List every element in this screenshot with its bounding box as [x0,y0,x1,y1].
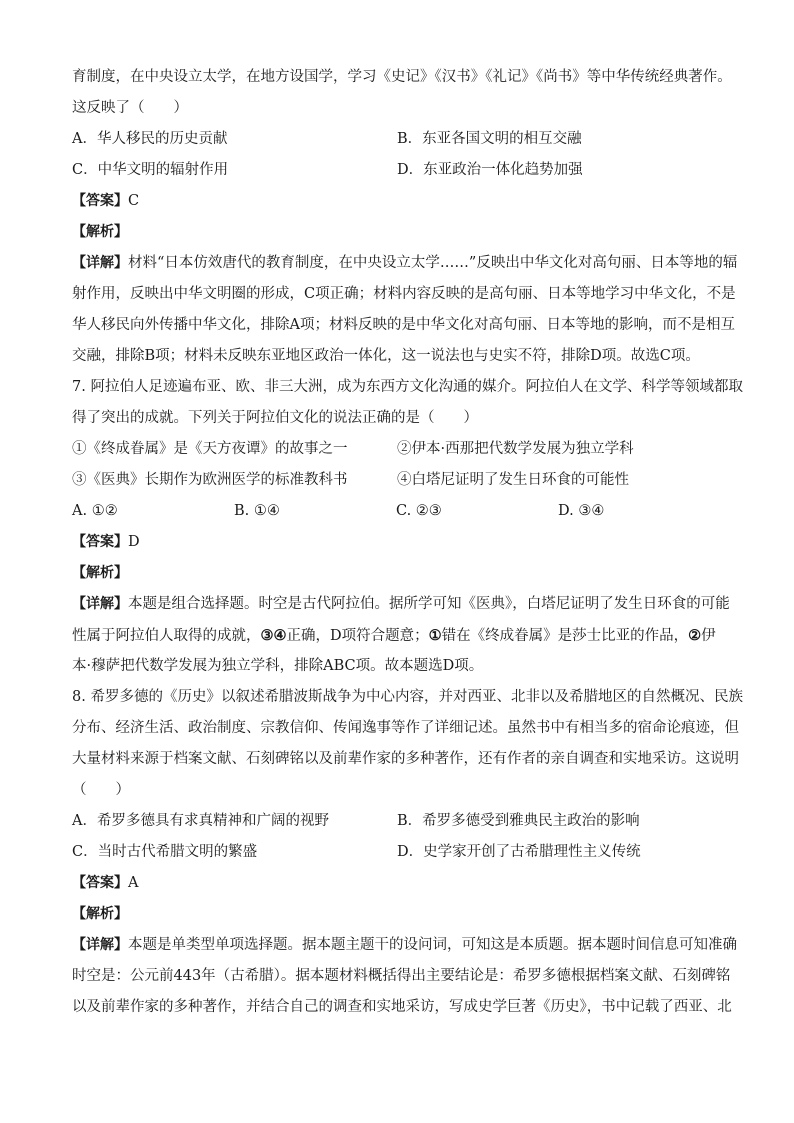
q6-stem-line-2: 这反映了（ ） [72,100,188,116]
q8-detail-line-2: 时空是：公元前443年（古希腊）。据本题材料概括得出主要结论是：希罗多德根据档案文献、石刻碑铭 [72,968,731,984]
q6-options-row-2 [72,155,722,186]
q7-detail-text-2e: 错在《终成眷属》是莎士比亚的作品， [441,628,689,644]
q6-answer [72,186,722,217]
q6-answer-value: C [128,193,140,209]
q7-analysis [72,558,722,589]
q7-statements-row-2 [72,465,722,496]
q7-option-a: A. ①② [72,503,118,519]
q7-statement-4: ④白塔尼证明了发生日环食的可能性 [397,472,629,488]
q7-detail-text-2c: 正确，D项符合题意； [286,628,429,644]
q7-detail-text-1: 本题是组合选择题。时空是古代阿拉伯。据所学可知《医典》，白塔尼证明了发生日环食的可能 [128,596,730,612]
q8-stem-line-4: （ ） [72,782,130,798]
q6-detail-text-1: 材料“日本仿效唐代的教育制度，在中央设立太学……”反映出中华文化对高句丽、日本等地的辐 [128,255,738,271]
q7-statement-1: ①《终成眷属》是《天方夜谭》的故事之一 [72,441,348,457]
q8-option-c: C．当时古代希腊文明的繁盛 [72,844,258,860]
q6-option-b: B．东亚各国文明的相互交融 [397,131,582,147]
q6-answer-label: 【 答案 】 [72,193,128,209]
q8-analysis-label: 【 解析 】 [72,906,128,922]
document-page [72,62,743,1023]
q7-detail-mark-1: ① [428,627,442,644]
q6-detail-line-3: 华人移民向外传播中华文化，排除A项；材料反映的是中华文化对高句丽、日本等地的影响，而不是相互 [72,317,735,333]
q8-stem-line-3: 大量材料来源于档案文献、石刻碑铭以及前辈作家的多种著作，还有作者的亲自调查和实地采访。这说明 [72,751,739,767]
q7-stem-line-2: 得了突出的成就。下列关于阿拉伯文化的说法正确的是（ ） [72,410,478,426]
q6-option-c: C．中华文明的辐射作用 [72,162,229,178]
q8-detail-text-1: 本题是单类型单项选择题。据本题主题干的设问词，可知这是本质题。据本题时间信息可知准确 [128,937,737,953]
q6-detail-label: 【 详解 】 [72,255,128,271]
q8-answer-value: A [128,875,139,891]
q7-answer-value: D [128,534,140,550]
q8-detail-line-3: 以及前辈作家的多种著作，并结合自己的调查和实地采访，写成史学巨著《历史》，书中记载了西亚、北 [72,999,732,1015]
q6-analysis [72,217,722,248]
q7-statements-row-1 [72,434,722,465]
q7-detail-text-2a: 性属于阿拉伯人取得的成就， [72,628,261,644]
q6-analysis-label: 【 解析 】 [72,224,128,240]
q6-stem-line-1: 育制度，在中央设立太学，在地方设国学，学习《史记》《汉书》《礼记》《尚书》等中华传统经典著作。 [72,69,732,85]
q8-detail-label: 【 详解 】 [72,937,128,953]
q8-answer [72,868,722,899]
q7-answer-label: 【 答案 】 [72,534,128,550]
q8-stem-line-1: 8. 希罗多德的《历史》以叙述希腊波斯战争为中心内容，并对西亚、北非以及希腊地区的自然概况、民族 [72,689,743,705]
q7-detail-correct-marks: ③④ [260,627,287,644]
q6-option-d: D．东亚政治一体化趋势加强 [397,162,583,178]
q7-option-d: D. ③④ [558,503,605,519]
q8-analysis [72,899,722,930]
q8-option-d: D．史学家开创了古希腊理性主义传统 [397,844,641,860]
q7-stem-line-1: 7. 阿拉伯人足迹遍布亚、欧、非三大洲，成为东西方文化沟通的媒介。阿拉伯人在文学、科学等领域都取 [72,379,743,395]
q8-options-row-2 [72,837,722,868]
q7-detail-line-2 [72,620,722,651]
q7-detail-line-1 [72,589,730,620]
q6-detail-line-1 [72,248,738,279]
q7-detail-line-3: 本·穆萨把代数学发展为独立学科，排除ABC项。故本题选D项。 [72,658,484,674]
q7-option-b: B. ①④ [234,503,280,519]
q7-statement-2: ②伊本·西那把代数学发展为独立学科 [397,441,634,457]
q6-option-a: A．华人移民的历史贡献 [72,131,228,147]
q7-answer [72,527,722,558]
q7-detail-label: 【 详解 】 [72,596,128,612]
q7-analysis-label: 【 解析 】 [72,565,128,581]
q7-detail-text-2g: 伊 [701,628,716,644]
q8-options-row-1 [72,806,722,837]
q6-detail-line-4: 交融，排除B项；材料未反映东亚地区政治一体化，这一说法也与史实不符，排除D项。故选C项。 [72,348,700,364]
q8-option-b: B．希罗多德受到雅典民主政治的影响 [397,813,640,829]
q8-answer-label: 【 答案 】 [72,875,128,891]
q8-stem-line-2: 分布、经济生活、政治制度、宗教信仰、传闻逸事等作了详细记述。虽然书中有相当多的宿命论痕迹，但 [72,720,739,736]
q7-statement-3: ③《医典》长期作为欧洲医学的标准教科书 [72,472,348,488]
q7-option-c: C. ②③ [396,503,442,519]
q8-option-a: A．希罗多德具有求真精神和广阔的视野 [72,813,329,829]
q7-detail-mark-2: ② [688,627,702,644]
q6-detail-line-2: 射作用，反映出中华文明圈的形成，C项正确；材料内容反映的是高句丽、日本等地学习中华文化，不是 [72,286,736,302]
q7-options-row [72,496,722,527]
q8-detail-line-1 [72,930,737,961]
q6-options-row-1 [72,124,722,155]
